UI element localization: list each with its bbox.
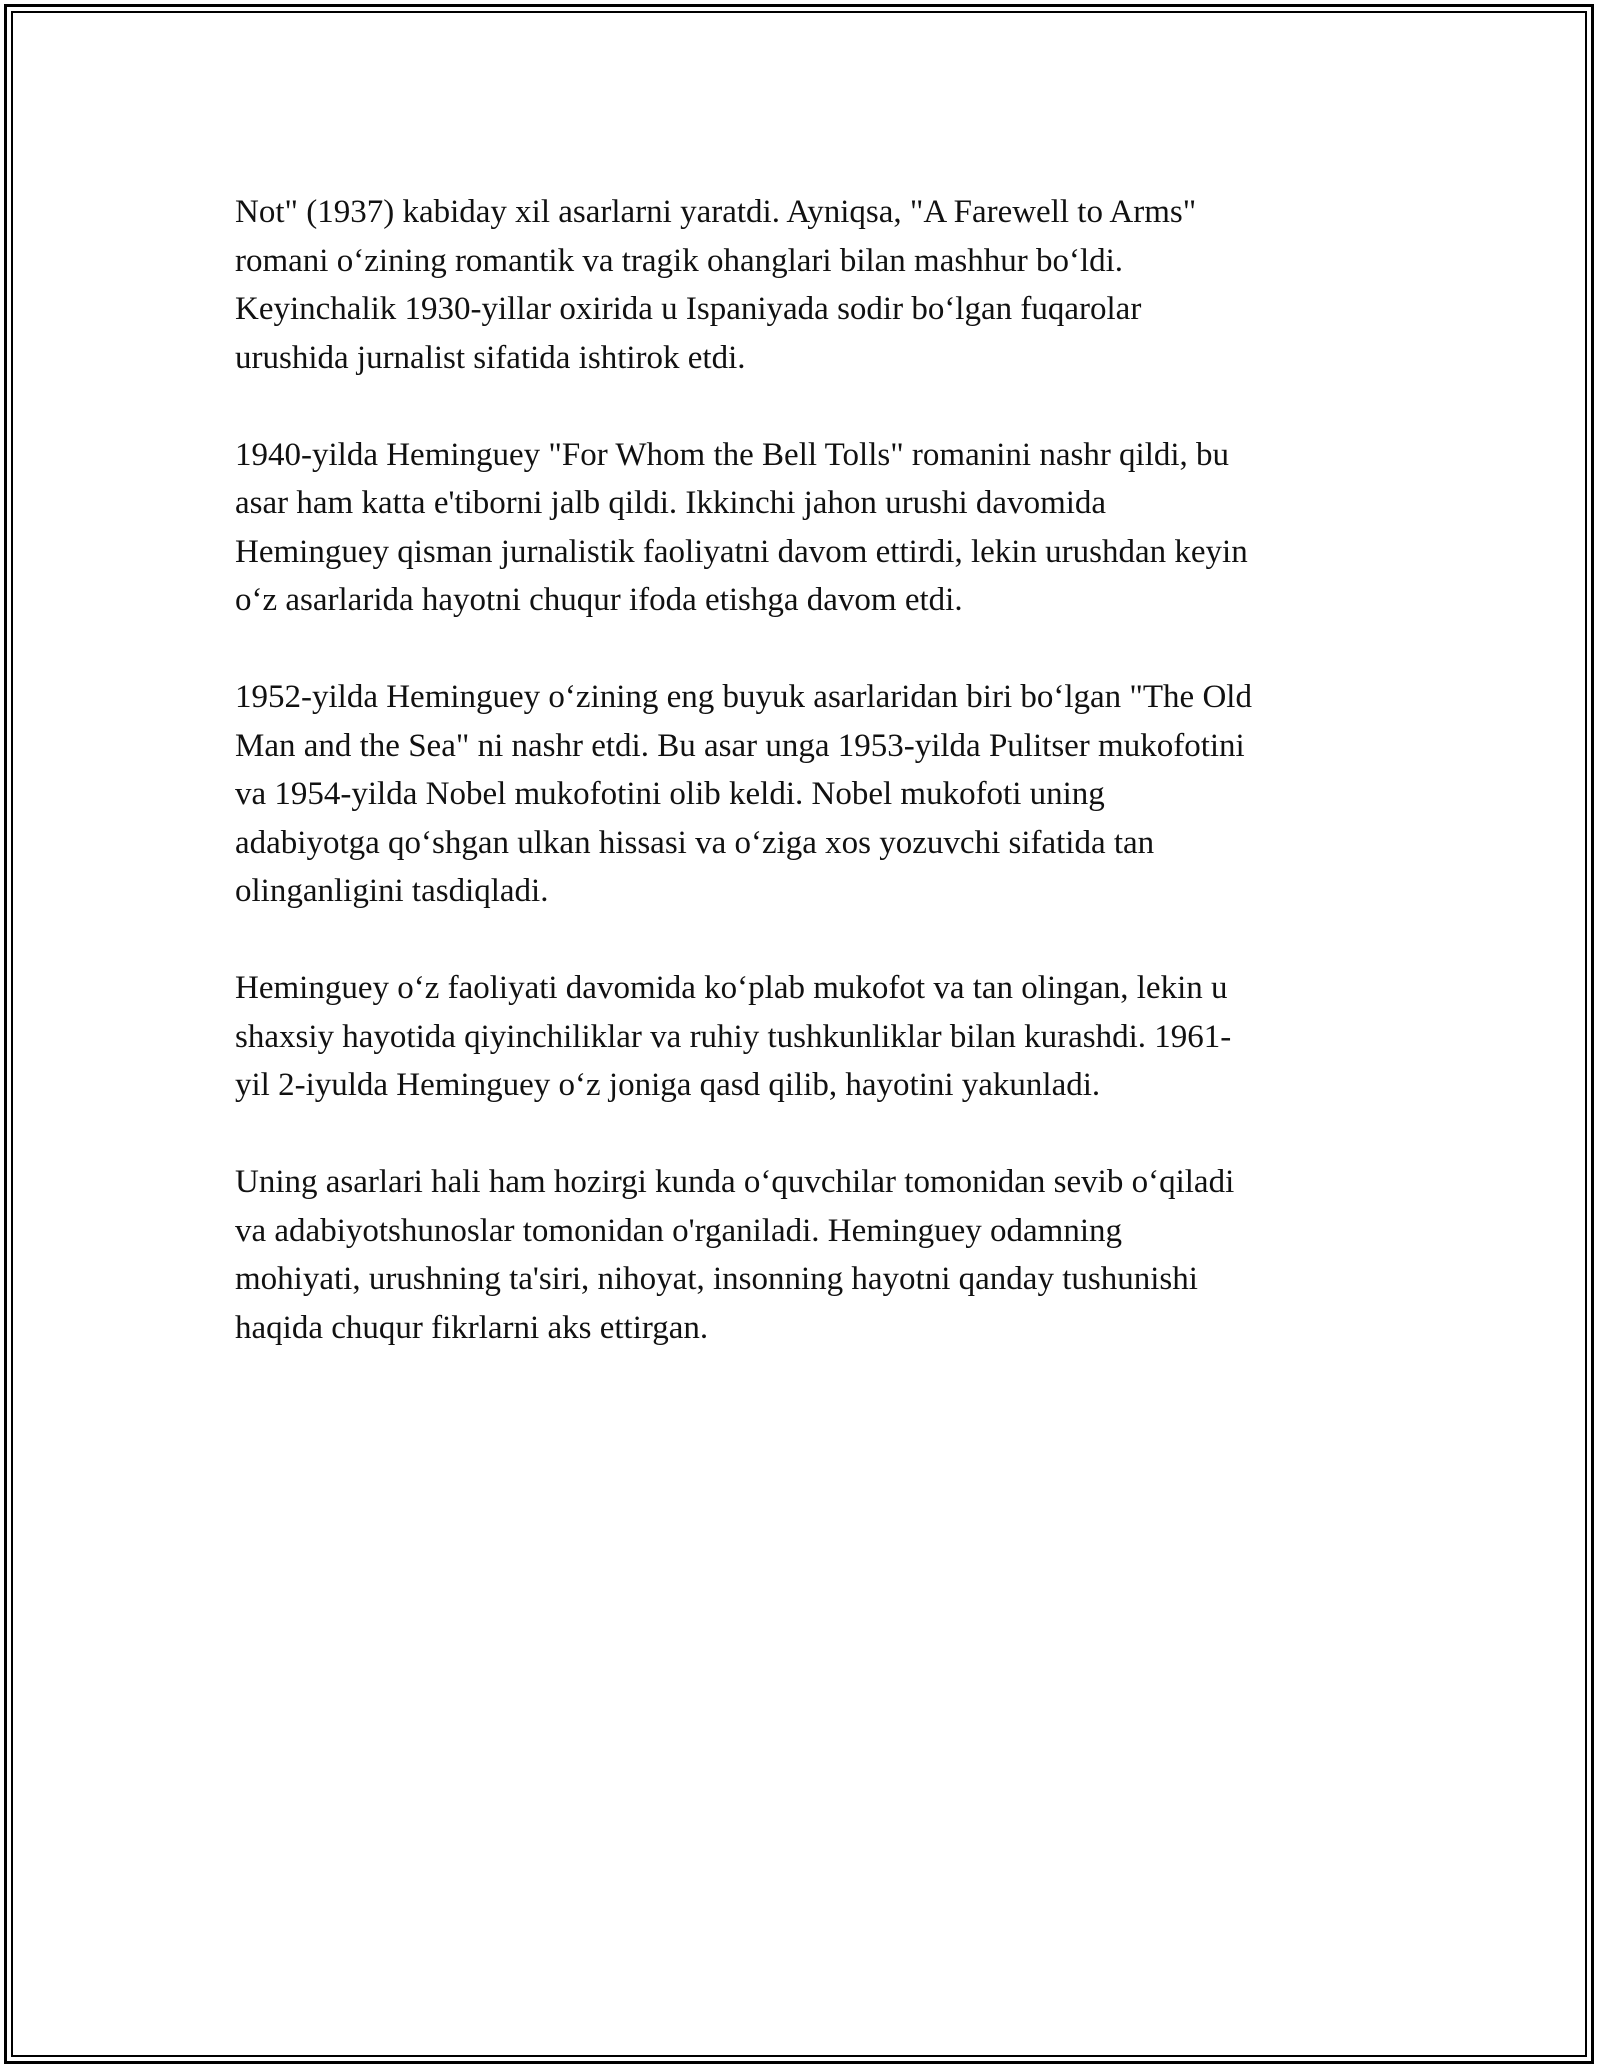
paragraph-line: romani o‘zining romantik va tragik ohanglari bilan mashhur bo‘ldi.: [235, 242, 1124, 279]
paragraph-line: Keyinchalik 1930-yillar oxirida u Ispaniyada sodir bo‘lgan fuqarolar: [235, 291, 1142, 327]
paragraph-3: [235, 673, 1375, 916]
paragraph-line: Heminguey qisman jurnalistik faoliyatni davom ettirdi, lekin urushdan keyin: [235, 533, 1248, 570]
paragraph-line: mohiyati, urushning ta'siri, nihoyat, insonning hayotni qanday tushunishi: [235, 1261, 1198, 1297]
document-body: [235, 188, 1375, 1401]
paragraph-2: [235, 431, 1375, 625]
paragraph-line: 1952-yilda Heminguey o‘zining eng buyuk asarlaridan biri bo‘lgan "The Old: [235, 679, 1252, 715]
paragraph-line: yil 2-iyulda Heminguey o‘z joniga qasd qilib, hayotini yakunladi.: [235, 1067, 1101, 1103]
paragraph-line: Uning asarlari hali ham hozirgi kunda o‘quvchilar tomonidan sevib o‘qiladi: [235, 1164, 1235, 1200]
paragraph-line: urushida jurnalist sifatida ishtirok etdi.: [235, 339, 746, 376]
paragraph-line: Man and the Sea" ni nashr etdi. Bu asar unga 1953-yilda Pulitser mukofotini: [235, 727, 1245, 764]
paragraph-5: [235, 1158, 1375, 1352]
paragraph-line: olinganligini tasdiqladi.: [235, 873, 549, 909]
paragraph-line: Not" (1937) kabiday xil asarlarni yaratdi. Ayniqsa, "A Farewell to Arms": [235, 194, 1197, 230]
paragraph-line: 1940-yilda Heminguey "For Whom the Bell Tolls" romanini nashr qildi, bu: [235, 436, 1230, 473]
paragraph-4: [235, 964, 1375, 1110]
paragraph-1: [235, 188, 1375, 382]
paragraph-line: shaxsiy hayotida qiyinchiliklar va ruhiy tushkunliklar bilan kurashdi. 1961-: [235, 1018, 1232, 1055]
paragraph-line: adabiyotga qo‘shgan ulkan hissasi va o‘ziga xos yozuvchi sifatida tan: [235, 824, 1155, 861]
paragraph-line: va 1954-yilda Nobel mukofotini olib keldi. Nobel mukofoti uning: [235, 776, 1105, 812]
paragraph-line: haqida chuqur fikrlarni aks ettirgan.: [235, 1309, 709, 1346]
paragraph-line: Heminguey o‘z faoliyati davomida ko‘plab mukofot va tan olingan, lekin u: [235, 970, 1228, 1006]
paragraph-line: asar ham katta e'tiborni jalb qildi. Ikkinchi jahon urushi davomida: [235, 485, 1107, 521]
paragraph-line: va adabiyotshunoslar tomonidan o'rganiladi. Heminguey odamning: [235, 1212, 1123, 1249]
paragraph-line: o‘z asarlarida hayotni chuqur ifoda etishga davom etdi.: [235, 582, 963, 618]
